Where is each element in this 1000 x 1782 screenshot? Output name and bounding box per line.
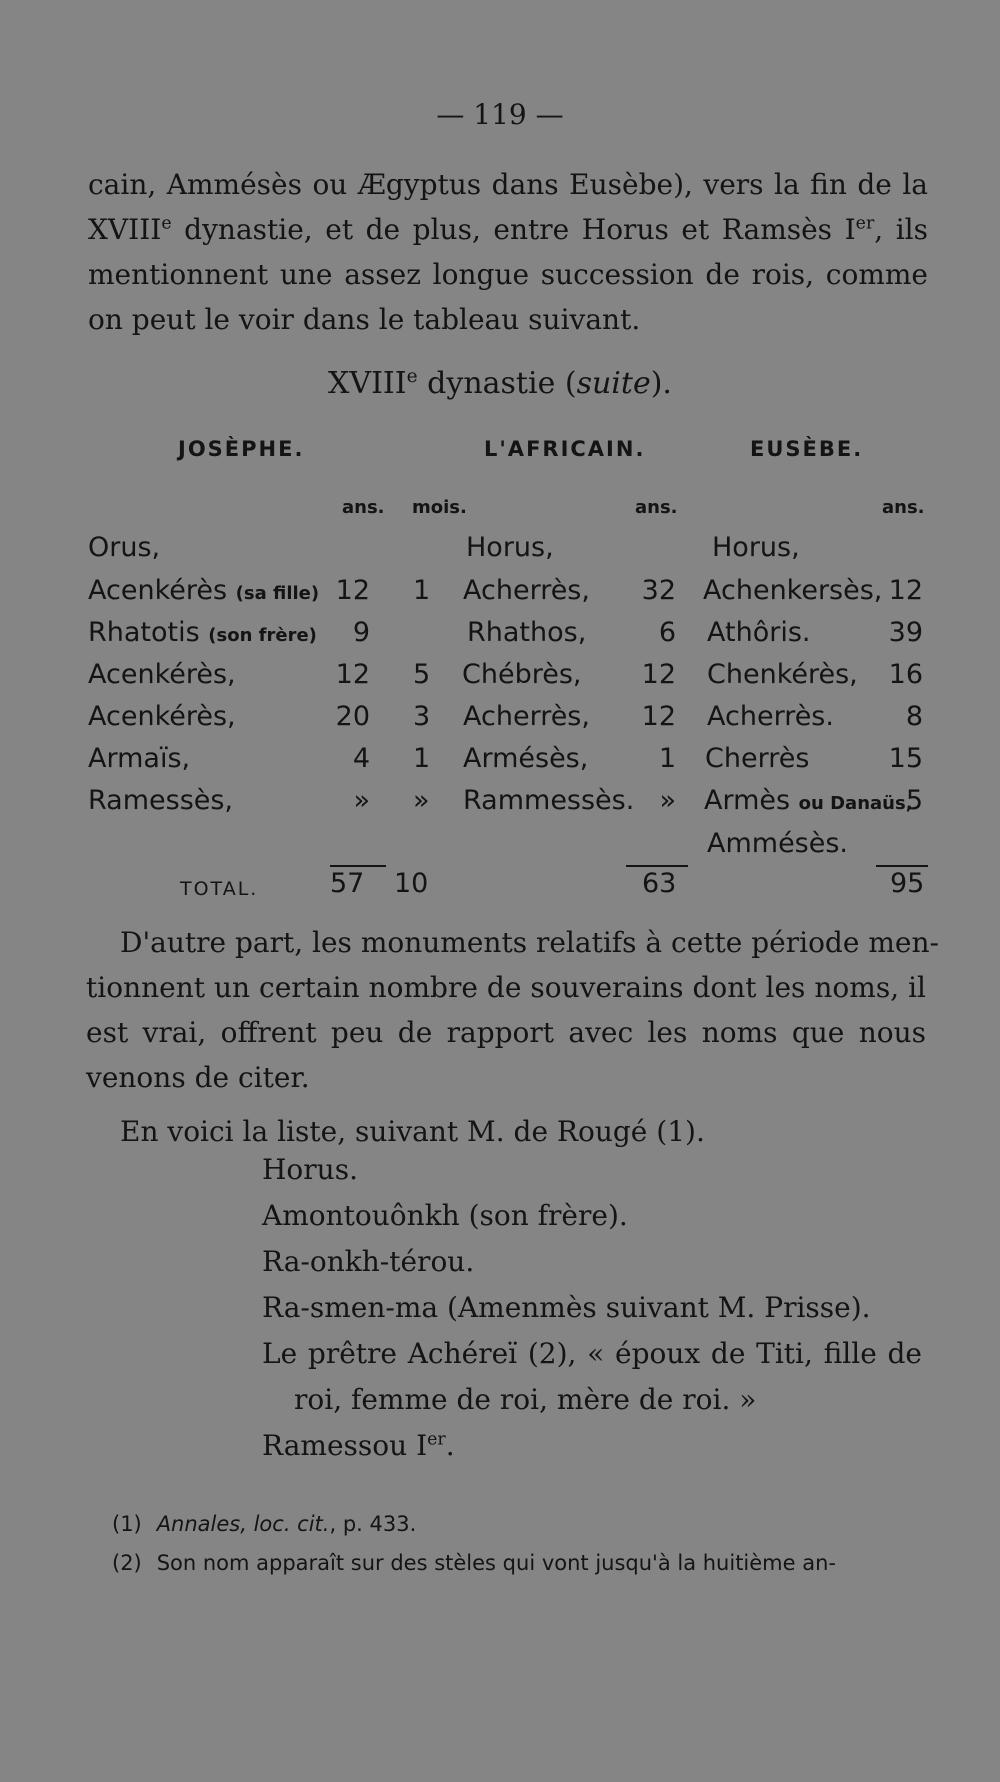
paragraph-line: tionnent un certain nombre de souverains dont les noms, il xyxy=(86,971,926,1004)
superscript: e xyxy=(161,213,172,234)
africain-years: 12 xyxy=(641,701,676,732)
eusebe-years: 12 xyxy=(888,575,923,606)
superscript: er xyxy=(427,1429,446,1450)
josephe-name: Orus, xyxy=(88,532,161,563)
paragraph-line: est vrai, offrent peu de rapport avec les noms que nous xyxy=(86,1016,926,1049)
list-item: Ra-smen-ma (Amenmès suivant M. Prisse). xyxy=(262,1291,871,1324)
eusebe-years: 15 xyxy=(888,743,923,774)
footnote-marker: (2) xyxy=(112,1551,142,1575)
total-rule xyxy=(626,865,688,867)
africain-years: 32 xyxy=(641,575,676,606)
unit-africain-years: ans. xyxy=(635,497,678,518)
list-item: Ra-onkh-térou. xyxy=(262,1245,475,1278)
eusebe-name: Acherrès. xyxy=(707,701,834,732)
josephe-years: 4 xyxy=(352,743,370,774)
king-note: ou Danaüs, xyxy=(798,793,913,814)
africain-years: » xyxy=(659,785,676,816)
intro-line: cain, Ammésès ou Ægyptus dans Eusèbe), vers la fin de la xyxy=(88,168,928,201)
eusebe-name: Ammésès. xyxy=(707,828,849,859)
josephe-months: 5 xyxy=(413,659,431,690)
footnote-2 xyxy=(112,1551,836,1575)
josephe-years: » xyxy=(353,785,370,816)
eusebe-years: 5 xyxy=(905,785,923,816)
superscript: er xyxy=(855,213,875,234)
king-note: (son frère) xyxy=(208,625,317,646)
header-eusebe: EUSÈBE. xyxy=(750,437,864,461)
intro-paragraph xyxy=(88,162,928,342)
unit-eusebe-years: ans. xyxy=(882,497,925,518)
footnote-text: Son nom apparaît sur des stèles qui vont jusqu'à la huitième an- xyxy=(156,1551,836,1575)
total-josephe-years: 57 xyxy=(330,868,365,899)
africain-years: 1 xyxy=(658,743,676,774)
eusebe-name: Achenkersès, xyxy=(703,575,883,606)
king-name: Acenkérès xyxy=(88,575,228,606)
paragraph-line: venons de citer. xyxy=(86,1061,310,1094)
intro-line xyxy=(88,207,928,252)
list-intro: En voici la liste, suivant M. de Rougé (1). xyxy=(120,1115,705,1148)
josephe-name xyxy=(88,617,317,648)
text-fragment: , ils xyxy=(874,213,928,246)
josephe-years: 12 xyxy=(335,659,370,690)
eusebe-name: Chenkérès, xyxy=(707,659,858,690)
list-item: Horus. xyxy=(262,1153,358,1186)
eusebe-name: Horus, xyxy=(712,532,800,563)
total-josephe-months: 10 xyxy=(394,868,429,899)
africain-years: 12 xyxy=(641,659,676,690)
josephe-name: Armaïs, xyxy=(88,743,191,774)
unit-josephe-years: ans. xyxy=(342,497,385,518)
josephe-months: » xyxy=(413,785,430,816)
page-number: — 119 — xyxy=(436,98,564,131)
africain-name: Acherrès, xyxy=(463,575,590,606)
roman-numeral: XVIII xyxy=(88,213,162,246)
header-josephe: JOSÈPHE. xyxy=(178,437,305,461)
superscript: e xyxy=(406,366,418,387)
total-label: TOTAL. xyxy=(180,878,259,900)
africain-name: Horus, xyxy=(466,532,554,563)
africain-years: 6 xyxy=(658,617,676,648)
intro-line: mentionnent une assez longue succession de rois, comme xyxy=(88,258,928,291)
eusebe-years: 39 xyxy=(888,617,923,648)
title-text: dynastie ( xyxy=(417,366,577,401)
footnote-1 xyxy=(112,1512,416,1536)
king-note: (sa fille) xyxy=(235,583,320,604)
total-africain-years: 63 xyxy=(642,868,677,899)
total-rule xyxy=(876,865,928,867)
king-name: Armès xyxy=(704,785,791,816)
second-paragraph xyxy=(86,920,939,1100)
eusebe-name: Cherrès xyxy=(705,743,810,774)
section-title xyxy=(0,366,1000,401)
josephe-months: 3 xyxy=(413,701,431,732)
paragraph-line: D'autre part, les monuments relatifs à cette période men- xyxy=(120,926,939,959)
total-rule xyxy=(330,865,386,867)
intro-line: on peut le voir dans le tableau suivant. xyxy=(88,303,641,336)
king-name: Rhatotis xyxy=(88,617,200,648)
total-eusebe-years: 95 xyxy=(890,868,925,899)
josephe-name xyxy=(88,575,319,606)
josephe-name: Ramessès, xyxy=(88,785,234,816)
josephe-name: Acenkérès, xyxy=(88,659,236,690)
title-close: ). xyxy=(650,366,672,401)
africain-name: Rammessès. xyxy=(463,785,635,816)
list-item-continuation: roi, femme de roi, mère de roi. » xyxy=(294,1383,757,1416)
list-item xyxy=(262,1429,455,1462)
list-item: Le prêtre Achéreï (2), « époux de Titi, fille de xyxy=(262,1337,922,1370)
africain-name: Chébrès, xyxy=(462,659,582,690)
africain-name: Armésès, xyxy=(463,743,589,774)
africain-name: Rhathos, xyxy=(467,617,587,648)
king-name: Ramessou I xyxy=(262,1429,428,1462)
africain-name: Acherrès, xyxy=(463,701,590,732)
eusebe-years: 16 xyxy=(888,659,923,690)
josephe-months: 1 xyxy=(413,575,431,606)
title-italic: suite xyxy=(576,366,651,401)
text-fragment: dynastie, et de plus, entre Horus et Ramsès I xyxy=(171,213,856,246)
punctuation: . xyxy=(445,1429,455,1462)
josephe-years: 20 xyxy=(335,701,370,732)
eusebe-years: 8 xyxy=(905,701,923,732)
footnote-italic: Annales, loc. cit. xyxy=(156,1512,330,1536)
josephe-years: 9 xyxy=(352,617,370,648)
eusebe-name: Athôris. xyxy=(707,617,811,648)
footnote-marker: (1) xyxy=(112,1512,142,1536)
josephe-years: 12 xyxy=(335,575,370,606)
header-africain: L'AFRICAIN. xyxy=(484,437,646,461)
josephe-months: 1 xyxy=(413,743,431,774)
footnote-text: , p. 433. xyxy=(329,1512,417,1536)
josephe-name: Acenkérès, xyxy=(88,701,236,732)
title-numeral: XVIII xyxy=(328,366,407,401)
list-item: Amontouônkh (son frère). xyxy=(262,1199,628,1232)
unit-josephe-months: mois. xyxy=(412,497,467,518)
